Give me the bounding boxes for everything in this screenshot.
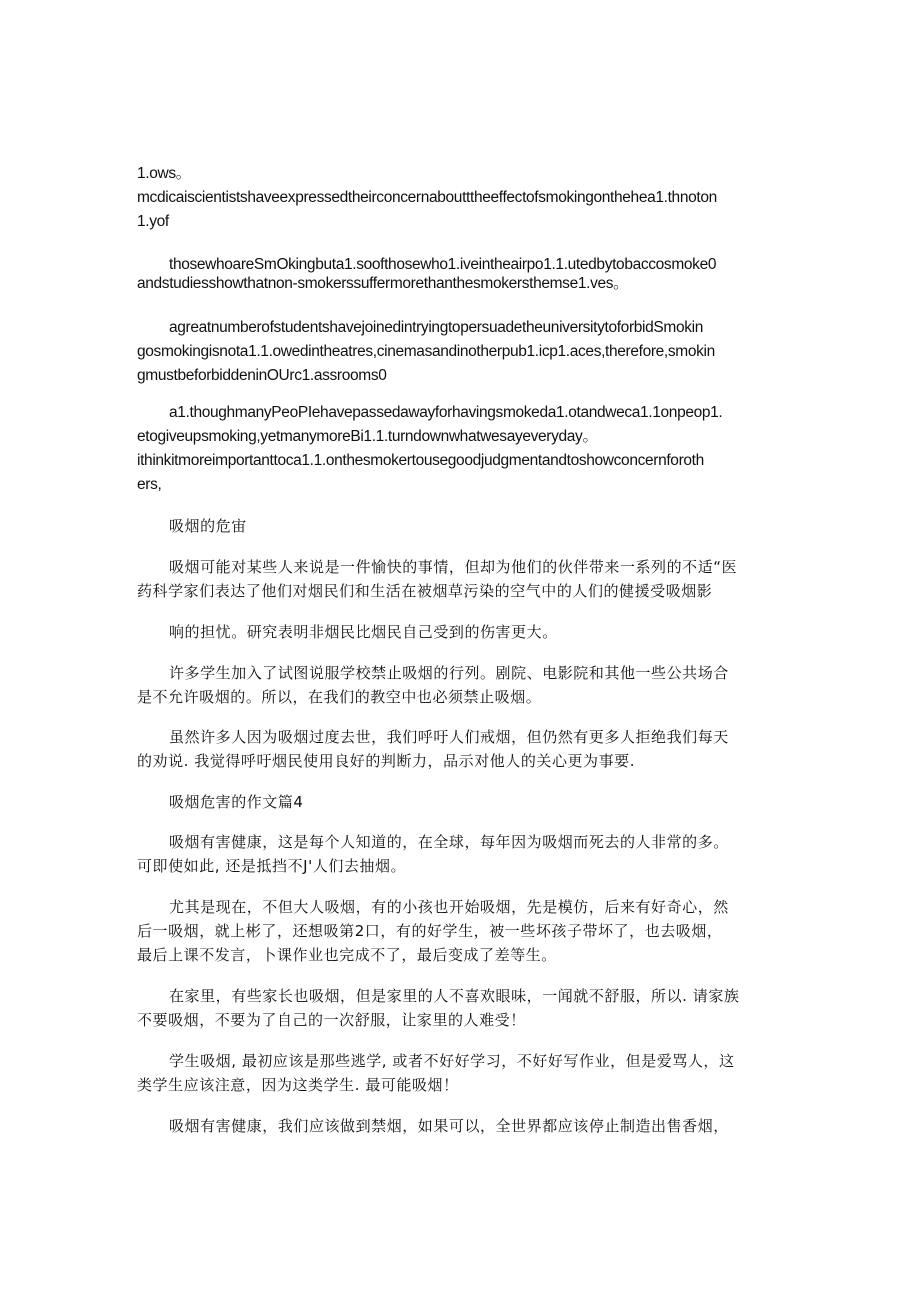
section-heading: 吸烟危害的作文篇4 <box>169 793 304 811</box>
text-line: 类学生应该注意，因为这类学生. 最可能吸烟！ <box>137 1076 459 1094</box>
text-line: 许多学生加入了试图说服学校禁止吸烟的行列。剧院、电影院和其他一些公共场合 <box>169 664 729 682</box>
text-line: mcdicaiscientistshaveexpressedtheirconcernaboutttheeffectofsmokingonthehea1.thnoton <box>137 189 717 206</box>
text-line: 的劝说. 我觉得呼吁烟民使用良好的判断力，品示对他人的关心更为事要. <box>137 752 636 770</box>
text-line: 1.yof <box>137 213 169 230</box>
text-line: 尤其是现在，不但大人吸烟，有的小孩也开始吸烟，先是模仿，后来有好奇心，然 <box>169 898 729 916</box>
text-line: 吸烟可能对某些人来说是一件愉快的事情，但却为他们的伙伴带来一系列的不适“医 <box>169 558 738 576</box>
text-line: agreatnumberofstudentshavejoinedintryingtopersuadetheuniversitytoforbidSmokin <box>169 319 703 336</box>
text-line: 吸烟有害健康，我们应该做到禁烟，如果可以，全世界都应该停止制造出售香烟， <box>169 1117 729 1135</box>
text-line: etogiveupsmoking,yetmanymoreBi1.1.turndownwhatwesayeveryday。 <box>137 428 598 445</box>
text-line: 最后上课不发言，卜课作业也完成不了，最后变成了差等生。 <box>137 946 557 964</box>
text-line: 药科学家们表达了他们对烟民们和生活在被烟草污染的空气中的人们的健援受吸烟影 <box>137 582 713 600</box>
text-line: 在家里，有些家长也吸烟，但是家里的人不喜欢眼味，一闻就不舒服，所以. 请家族 <box>169 987 740 1005</box>
text-line: thosewhoareSmOkingbuta1.soofthosewho1.iveintheairpo1.1.utedbytobaccosmoke0 <box>169 256 717 273</box>
text-line: andstudiesshowthatnon-smokerssuffermorethanthesmokersthemse1.ves。 <box>137 275 629 292</box>
text-line: ers, <box>137 476 162 493</box>
text-line: 响的担忧。研究表明非烟民比烟民自己受到的伤害更大。 <box>169 623 558 641</box>
text-line: gmustbeforbiddeninOUrc1.assrooms0 <box>137 367 387 384</box>
text-line: 1.ows。 <box>137 165 191 182</box>
text-line: 学生吸烟, 最初应该是那些逃学, 或者不好好学习，不好好写作业，但是爱骂人，这 <box>169 1052 735 1070</box>
text-line: 吸烟有害健康，这是每个人知道的，在全球，每年因为吸烟而死去的人非常的多。 <box>169 833 729 851</box>
text-line: a1.thoughmanyPeoPIehavepassedawayforhavingsmokeda1.otandweca1.1onpeop1. <box>169 404 723 421</box>
text-line: ithinkitmoreimportanttoca1.1.onthesmokertousegoodjudgmentandtoshowconcernforoth <box>137 452 704 469</box>
text-line: gosmokingisnota1.1.owedintheatres,cinemasandinotherpub1.icp1.aces,therefore,smokin <box>137 343 715 360</box>
text-line: 后一吸烟，就上彬了，还想吸第2口，有的好学生，被一些坏孩子带坏了，也去吸烟， <box>137 922 723 940</box>
text-line: 是不允许吸烟的。所以，在我们的教空中也必须禁止吸烟。 <box>137 688 542 706</box>
text-line: 不要吸烟，不要为了自己的一次舒服，让家里的人难受！ <box>137 1011 526 1029</box>
text-line: 可即使如此, 还是抵挡不J'人们去抽烟。 <box>137 857 407 875</box>
section-heading: 吸烟的危宙 <box>169 517 247 535</box>
text-line: 虽然许多人因为吸烟过度去世，我们呼吁人们戒烟，但仍然有更多人拒绝我们每天 <box>169 728 729 746</box>
